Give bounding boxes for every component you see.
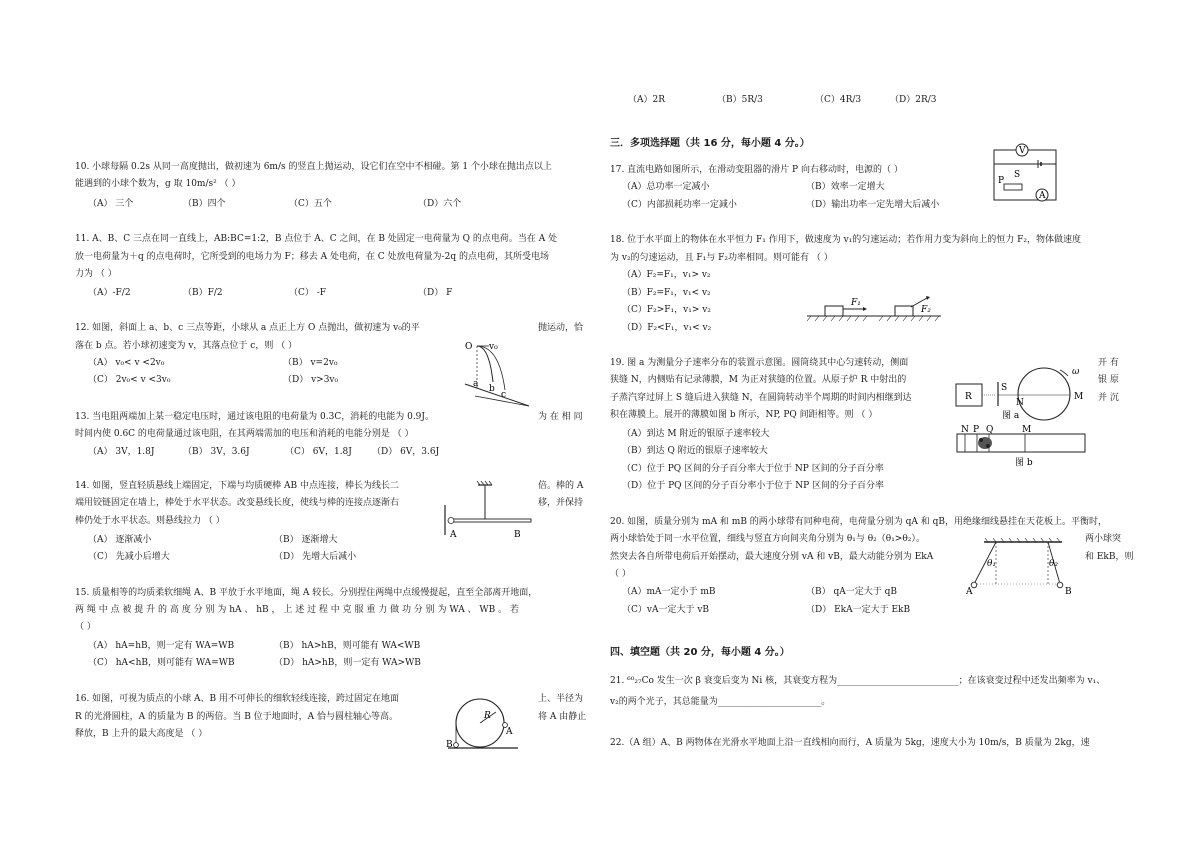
- fig16-label-a: A: [506, 727, 513, 737]
- circuit-figure: [990, 140, 1060, 204]
- fig17-label-a: A: [1039, 191, 1046, 201]
- q13-option-c: （C） 6V，1.8J: [285, 447, 352, 457]
- q10-option-c: （C）五个: [289, 199, 332, 209]
- q11-line-2: 放一电荷量为＋q 的点电荷时，它所受到的电场力为 F；移去 A 处电荷，在 C 处放电荷量为-2q 的点电荷，其所受电场: [75, 252, 549, 262]
- q13-option-b: （B） 3V，3.6J: [183, 447, 250, 457]
- q19-right-3: 并 沉: [1098, 393, 1119, 403]
- section-4-heading: 四、填空题（共 20 分，每小题 4 分。）: [610, 647, 790, 658]
- q18-option-a: （A）F₂=F₁，v₁> v₂: [622, 270, 711, 280]
- fig20-label-theta1: θ₁: [987, 559, 997, 569]
- fig19b-caption: 图 b: [1015, 458, 1033, 468]
- fig14-label-b: B: [514, 530, 521, 540]
- q11-line-1: 11. A、B、C 三点在同一直线上，AB:BC=1:2，B 点位于 A、C 之间，在 B 处固定一电荷量为 Q 的点电荷。当在 A 处: [75, 234, 558, 244]
- fig17-label-p: P: [998, 176, 1005, 186]
- q20-option-b: （B） qA一定大于 qB: [806, 587, 897, 597]
- q20-line-1: 20. 如图，质量分别为 mA 和 mB 的两小球带有同种电荷，电荷量分别为 qA 和 qB，用绝缘细线悬挂在天花板上。平衡时，: [610, 517, 1108, 527]
- q13-option-d: （D） 6V，3.6J: [372, 447, 440, 457]
- q16-right-2: 将 A 由静止: [538, 712, 587, 722]
- q18-line-2: 为 v₂的匀速运动，且 F₁与 F₂功率相同。则可能有 （ ）: [610, 253, 833, 263]
- fig18-label-f2: F₂: [921, 305, 931, 315]
- q19-line-1: 19. 图 a 为测量分子速率分布的装置示意图。圆筒绕其中心匀速转动，侧面: [610, 358, 909, 368]
- fig12-label-a: a: [473, 379, 479, 389]
- q15-option-b: （B） hA>hB，则可能有 WA<WB: [274, 641, 421, 651]
- q19-line-3: 子蒸汽穿过屏上 S 缝后进入狭缝 N，在圆筒转动半个周期的时间内相继到达: [610, 393, 912, 403]
- q14-right-2: 移，并保持: [538, 498, 584, 508]
- fig20-label-theta2: θ₂: [1049, 559, 1059, 569]
- q17-option-b: （B）效率一定增大: [806, 182, 885, 192]
- q15-line-1: 15. 质量相等的均质柔软细绳 A、B 平放于水平地面，绳 A 较长。分别捏住两绳中点缓慢提起，直至全部离开地面，: [75, 588, 538, 598]
- charged-balls-figure: [962, 536, 1082, 596]
- fig16-label-b: B: [446, 740, 453, 750]
- q11-option-d: （D） F: [418, 288, 453, 298]
- q22-line-1: 22.（A 组）A、B 两物体在光滑水平地面上沿一直线相向而行，A 质量为 5kg，速度大小为 10m/s，B 质量为 2kg，速: [610, 738, 1090, 748]
- q11-option-a: （A）-F/2: [88, 288, 131, 298]
- q14-right-1: 倍。棒的 A: [538, 481, 584, 491]
- fig19a-label-n: N: [1016, 398, 1024, 408]
- q11-line-3: 力为 （ ）: [75, 269, 117, 279]
- q10-line-1: 10. 小球每隔 0.2s 从同一高度抛出，做初速为 6m/s 的竖直上抛运动，设它们在空中不相碰。第 1 个小球在抛出点以上: [75, 162, 552, 172]
- q16-right-1: 上、半径为: [538, 694, 584, 704]
- q12-option-d: （D） v>3v₀: [283, 375, 339, 385]
- fig19a-label-s: S: [1001, 383, 1008, 393]
- top-option-b: （B）5R/3: [717, 95, 763, 105]
- q20-line-4: （ ）: [610, 569, 631, 579]
- fig17-label-v: V: [1019, 146, 1026, 156]
- q15-option-a: （A） hA=hB，则一定有 WA=WB: [88, 641, 235, 651]
- q11-option-c: （C） -F: [289, 288, 327, 298]
- q18-line-1: 18. 位于水平面上的物体在水平恒力 F₁ 作用下，做速度为 v₁的匀速运动；若作用力变为斜向上的恒力 F₂，物体做速度: [610, 235, 1082, 245]
- q18-option-b: （B）F₂=F₁，v₁< v₂: [622, 288, 711, 298]
- q12-option-a: （A） v₀< v <2v₀: [88, 358, 165, 368]
- top-option-a: （A）2R: [628, 95, 666, 105]
- q10-line-2: 能遇到的小球个数为，g 取 10m/s² （ ）: [75, 179, 241, 189]
- fig16-label-r: R: [484, 711, 491, 721]
- q15-option-c: （C） hA<hB，则可能有 WA=WB: [88, 658, 235, 668]
- section-3-heading: 三．多项选择题（共 16 分，每小题 4 分。）: [610, 138, 810, 149]
- top-option-d: （D）2R/3: [890, 95, 937, 105]
- q20-option-a: （A）mA一定小于 mB: [622, 587, 716, 597]
- fig19b-label-n: N: [961, 425, 969, 435]
- q17-line-1: 17. 直流电路如图所示，在滑动变阻器的滑片 P 向右移动时，电源的（ ）: [610, 165, 903, 175]
- q18-option-c: （C）F₂>F₁，v₁> v₂: [622, 305, 711, 315]
- q20-option-d: （D） EkA一定大于 EkB: [806, 605, 911, 615]
- q18-option-d: （D）F₂<F₁，v₁< v₂: [622, 323, 712, 333]
- q16-line-3: 释放，B 上升的最大高度是 （ ）: [75, 729, 208, 739]
- cylinder-pulley-figure: [444, 694, 524, 752]
- fig17-label-s: S: [1014, 170, 1021, 180]
- q12-line-1-right: 抛运动，恰: [538, 323, 584, 333]
- q19-right-2: 银 原: [1098, 375, 1119, 385]
- q10-option-d: （D）六个: [418, 199, 462, 209]
- fig12-label-v0: v₀: [489, 342, 498, 352]
- incline-projectile-figure: [455, 336, 535, 408]
- fig19a-label-omega: ω: [1072, 367, 1080, 377]
- q19-option-b: （B）到达 Q 附近的银原子速率较大: [622, 446, 768, 456]
- q19-option-a: （A）到达 M 附近的银原子速率较大: [622, 429, 770, 439]
- q19-line-4: 积在薄膜上。展开的薄膜如图 b 所示，NP, PQ 间距相等。则 （ ）: [610, 410, 878, 420]
- q14-line-3: 棒仍处于水平状态。则悬线拉力 （ ）: [75, 516, 225, 526]
- q20-right-1: 两小球突: [1085, 534, 1122, 544]
- fig20-label-a: A: [966, 587, 973, 596]
- q15-line-2: 两 绳 中 点 被 提 升 的 高 度 分 别 为 hA 、 hB ， 上 述 过 程 中 克 服 重 力 做 功 分 别 为 WA 、 WB 。 若: [75, 605, 520, 615]
- fig19b-label-p: P: [973, 425, 980, 435]
- q11-option-b: （B）F/2: [183, 288, 223, 298]
- rod-hanging-figure: [442, 479, 534, 543]
- fig19a-label-r: R: [965, 392, 972, 402]
- q19-line-2: 狭缝 N，内侧贴有记录薄膜，M 为正对狭缝的位置。从原子炉 R 中射出的: [610, 375, 907, 385]
- q21-line-2: v₂的两个光子，其总能量为_______________________。: [610, 697, 831, 707]
- fig19a-caption: 图 a: [1002, 411, 1020, 421]
- q13-line-2: 时间内使 0.6C 的电荷量通过该电阻，在其两端需加的电压和消耗的电能分别是 （ ）: [75, 429, 414, 439]
- q10-option-b: （B）四个: [183, 199, 226, 209]
- q19-option-c: （C）位于 PQ 区间的分子百分率大于位于 NP 区间的分子百分率: [622, 464, 884, 474]
- molecule-speed-figure-b: [955, 424, 1089, 468]
- q13-line-1-right: 为 在 相 同: [538, 412, 583, 422]
- q14-line-2: 端用铰链固定在墙上，棒处于水平状态。改变悬线长度，使线与棒的连接点逐渐右: [75, 498, 400, 508]
- fig19b-label-m: M: [1022, 425, 1032, 435]
- q12-option-c: （C） 2v₀< v <3v₀: [88, 375, 171, 385]
- q13-line-1: 13. 当电阻两端加上某一稳定电压时，通过该电阻的电荷量为 0.3C，消耗的电能为 0.9J。: [75, 412, 435, 422]
- q20-line-2: 两小球恰处于同一水平位置，细线与竖直方向间夹角分别为 θ₁与 θ₂（θ₁>θ₂）。: [610, 534, 925, 544]
- fig12-label-b: b: [489, 384, 495, 394]
- q15-option-d: （D） hA>hB，则一定有 WA>WB: [274, 658, 421, 668]
- q14-option-b: （B） 逐渐增大: [274, 535, 338, 545]
- fig20-label-b: B: [1065, 587, 1072, 596]
- q14-option-c: （C） 先减小后增大: [88, 552, 170, 562]
- q20-option-c: （C）vA一定大于 vB: [622, 605, 710, 615]
- q15-line-3: （ ）: [75, 622, 96, 632]
- q21-line-1: 21. ⁶⁰₂₇Co 发生一次 β 衰变后变为 Ni 核，其衰变方程为___________________________；在该衰变过程中还发出频率为 v₁、: [610, 676, 1106, 686]
- q12-line-2: 落在 b 点。若小球初速变为 v，其落点位于 c，则 （ ）: [75, 341, 298, 351]
- q14-line-1: 14. 如图，竖直轻质悬线上端固定，下端与均质硬棒 AB 中点连接，棒长为线长二: [75, 481, 400, 491]
- q16-line-2: R 的光滑圆柱，A 的质量为 B 的两倍。当 B 位于地面时，A 恰与圆柱轴心等高。: [75, 712, 399, 722]
- q16-line-1: 16. 如图，可视为质点的小球 A、B 用不可伸长的细软轻线连接，跨过固定在地面: [75, 694, 400, 704]
- fig19b-label-q: Q: [986, 425, 994, 435]
- q19-option-d: （D）位于 PQ 区间的分子百分率小于位于 NP 区间的分子百分率: [622, 481, 885, 491]
- fig14-label-a: A: [450, 530, 457, 540]
- q12-line-1: 12. 如图，斜面上 a、b、c 三点等距，小球从 a 点正上方 O 点抛出，做初速为 v₀的平: [75, 323, 420, 333]
- q14-option-d: （D） 先增大后减小: [274, 552, 357, 562]
- q12-option-b: （B） v=2v₀: [283, 358, 338, 368]
- q17-option-d: （D）输出功率一定先增大后减小: [806, 200, 940, 210]
- top-option-c: （C）4R/3: [815, 95, 862, 105]
- q17-option-c: （C）内部损耗功率一定减小: [622, 200, 737, 210]
- q19-right-1: 开 有: [1098, 358, 1119, 368]
- fig19a-label-m: M: [1074, 392, 1084, 402]
- q10-option-a: （A） 三个: [88, 199, 134, 209]
- q14-option-a: （A） 逐渐减小: [88, 535, 152, 545]
- molecule-speed-figure-a: [950, 362, 1090, 422]
- q13-option-a: （A） 3V，1.8J: [88, 447, 155, 457]
- fig12-label-o: O: [465, 342, 473, 352]
- q17-option-a: （A）总功率一定减小: [622, 182, 710, 192]
- force-blocks-figure: [805, 292, 945, 322]
- q20-right-2: 和 EkB，则: [1085, 552, 1134, 562]
- q20-line-3: 然突去各自所带电荷后开始摆动，最大速度分别 vA 和 vB，最大动能分别为 EkA: [610, 552, 934, 562]
- fig18-label-f1: F₁: [851, 298, 861, 308]
- fig12-label-c: c: [501, 390, 507, 400]
